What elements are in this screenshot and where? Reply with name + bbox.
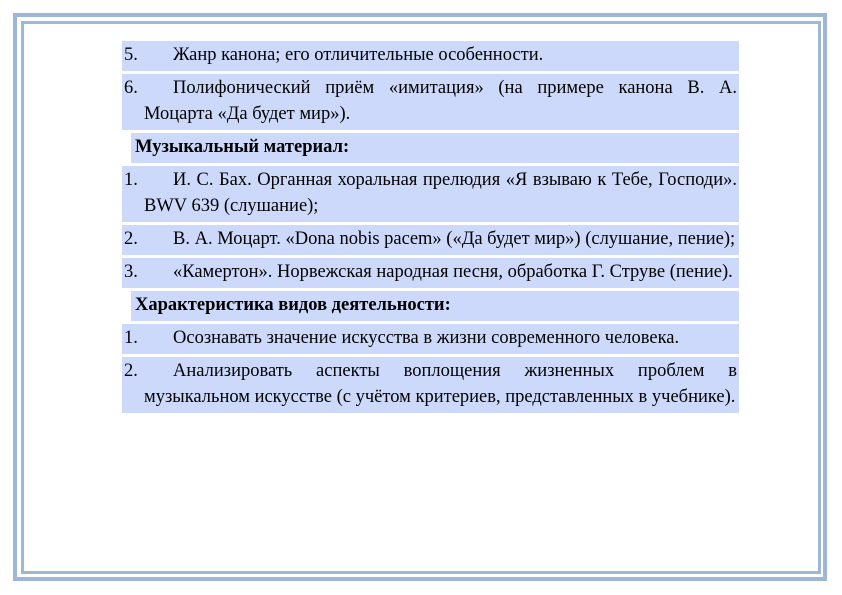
slide-content xyxy=(122,41,739,416)
list-item-kamerton xyxy=(122,258,739,288)
item-number: 2. xyxy=(124,361,138,381)
list-item-bach xyxy=(122,166,739,222)
item-number: 5. xyxy=(124,45,138,65)
list-item-mozart xyxy=(122,225,739,255)
item-text: Анализировать аспекты воплощения жизненных проблем в музыкальном искусстве (с учётом критериев, представленных в учебнике). xyxy=(144,361,737,407)
item-text: Осознавать значение искусства в жизни современного человека. xyxy=(173,328,680,348)
item-text: Жанр канона; его отличительные особенности. xyxy=(173,45,544,65)
item-number: 1. xyxy=(124,170,138,190)
list-item-realize xyxy=(122,324,739,354)
item-text: И. С. Бах. Органная хоральная прелюдия «Я взываю к Тебе, Господи». BWV 639 (слушание); xyxy=(144,170,737,216)
list-item-genre xyxy=(122,41,739,71)
heading-music-material: Музыкальный материал: xyxy=(131,133,739,163)
list-item-analyze xyxy=(122,357,739,413)
list-item-imitation xyxy=(122,74,739,130)
item-number: 3. xyxy=(124,262,138,282)
item-number: 2. xyxy=(124,229,138,249)
item-text: В. А. Моцарт. «Dona nobis pacem» («Да будет мир») (слушание, пение); xyxy=(173,229,736,249)
item-text: Полифонический приём «имитация» (на примере канона В. А. Моцарта «Да будет мир»). xyxy=(144,78,737,124)
item-number: 1. xyxy=(124,328,138,348)
item-text: «Камертон». Норвежская народная песня, обработка Г. Струве (пение). xyxy=(173,262,733,282)
item-number: 6. xyxy=(124,78,138,98)
heading-activity: Характеристика видов деятельности: xyxy=(131,291,739,321)
